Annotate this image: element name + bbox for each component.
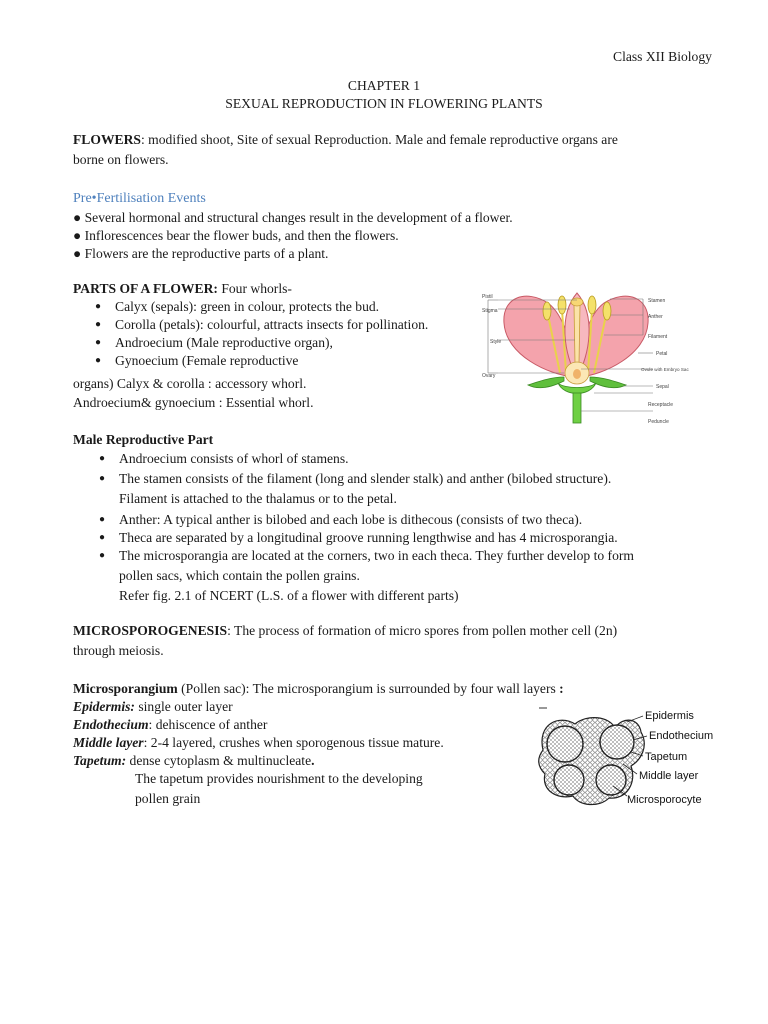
pollen-sac	[554, 765, 584, 795]
list-item: ● Corolla (petals): colourful, attracts insects for pollination.	[95, 317, 429, 332]
label-receptacle: Receptacle	[648, 402, 674, 408]
chapter-title: SEXUAL REPRODUCTION IN FLOWERING PLANTS	[225, 96, 543, 111]
bullet-icon: ●	[99, 473, 106, 484]
class-label: Class XII Biology	[613, 49, 712, 64]
label-microsporocyte: Microsporocyte	[627, 794, 702, 806]
anther-section-diagram	[535, 700, 730, 810]
microsporangium-definition: Microsporangium (Pollen sac): The microsporangium is surrounded by four wall layers :	[73, 681, 564, 696]
list-item: ● Gynoecium (Female reproductive	[95, 353, 299, 368]
pollen-sac	[600, 725, 634, 759]
flowers-definition	[73, 131, 618, 149]
parts-list	[91, 298, 471, 370]
male-heading: Male Reproductive Part	[73, 432, 214, 447]
pre-fertilisation-item: ● Inflorescences bear the flower buds, and then the flowers.	[73, 228, 399, 243]
receptacle	[558, 383, 596, 394]
pollen-sac	[596, 765, 626, 795]
label-petal: Petal	[656, 351, 668, 357]
parts-heading-rest: Four whorls-	[217, 281, 292, 296]
male-list	[95, 450, 715, 605]
flower-diagram	[478, 285, 700, 428]
label-endothecium: Endothecium	[649, 730, 714, 742]
flowers-text: : modified shoot, Site of sexual Reproduction. Male and female reproductive organs are	[140, 132, 618, 147]
microsporogenesis-definition: MICROSPOROGENESIS: The process of formation of micro spores from pollen mother cell (2n)	[73, 623, 618, 638]
label-pistil: Pistil	[482, 294, 493, 300]
wall-layer-middle: Middle layer: 2-4 layered, crushes when sporogenous tissue mature.	[73, 735, 444, 750]
stigma	[571, 298, 583, 306]
label-anther: Anther	[648, 314, 663, 320]
label-ovule: Ovule with Embryo Sac	[641, 367, 689, 372]
bullet-icon: ●	[95, 337, 102, 348]
label-epidermis: Epidermis	[645, 710, 694, 722]
anther	[588, 296, 596, 314]
label-stigma: Stigma	[482, 308, 498, 314]
list-item: ● Anther: A typical anther is bilobed and each lobe is dithecous (consists of two theca).	[99, 512, 583, 527]
list-item: ● Androecium (Male reproductive organ),	[95, 335, 333, 350]
list-item: ● Calyx (sepals): green in colour, protects the bud.	[95, 299, 380, 314]
bullet-icon: ●	[99, 514, 106, 525]
pre-fertilisation-item: ● Several hormonal and structural changes result in the development of a flower.	[73, 210, 513, 225]
ovule	[573, 369, 581, 379]
parts-continuation: organs) Calyx & corolla : accessory whorl.	[73, 376, 307, 391]
microsporogenesis-line2: through meiosis.	[73, 643, 164, 658]
pollen-sac	[547, 726, 583, 762]
label-tapetum: Tapetum	[645, 751, 688, 763]
wall-layer-tapetum: Tapetum: dense cytoplasm & multinucleate.	[73, 753, 315, 768]
parts-continuation: Androecium& gynoecium : Essential whorl.	[73, 395, 314, 410]
label-ovary: Ovary	[482, 373, 496, 379]
label-filament: Filament	[648, 334, 668, 340]
sepal-right	[590, 377, 626, 388]
label-middle-layer: Middle layer	[639, 770, 699, 782]
peduncle	[573, 393, 581, 423]
parts-heading: PARTS OF A FLOWER:	[73, 281, 218, 296]
bullet-icon: ●	[99, 532, 106, 543]
flowers-term: FLOWERS	[73, 132, 141, 147]
pre-fertilisation-heading: Pre•Fertilisation Events	[73, 191, 206, 206]
list-item: ● The microsporangia are located at the corners, two in each theca. They further develop to form pollen sacs, which contain the pollen grains. Refer fig. 2.1 of NCERT (L.S. of a flower with different parts)	[99, 548, 634, 603]
microsporogenesis-term: MICROSPOROGENESIS	[73, 623, 228, 638]
parts-heading-line	[73, 280, 292, 298]
pre-fertilisation-item: ● Flowers are the reproductive parts of a plant.	[73, 246, 329, 261]
label-stamen: Stamen	[648, 298, 666, 304]
sepal-left	[528, 377, 564, 388]
style	[574, 305, 580, 363]
anther	[543, 302, 551, 320]
label-style: Style	[490, 339, 502, 345]
microsporangium-term: Microsporangium	[73, 681, 178, 696]
bullet-icon: ●	[99, 453, 106, 464]
list-item: ● The stamen consists of the filament (long and slender stalk) and anther (bilobed structure). Filament is attached to the thalamus or to the petal.	[99, 471, 612, 506]
tapetum-note: The tapetum provides nourishment to the developing	[135, 771, 423, 786]
tapetum-note-line2: pollen grain	[135, 791, 201, 806]
bullet-icon: ●	[95, 301, 102, 312]
bullet-icon: ●	[99, 550, 106, 561]
flowers-text-line2: borne on flowers.	[73, 152, 169, 167]
wall-layer-epidermis: Epidermis: single outer layer	[73, 699, 233, 714]
bullet-icon: ●	[95, 319, 102, 330]
wall-layer-endothecium: Endothecium: dehiscence of anther	[73, 717, 268, 732]
anther	[558, 296, 566, 314]
label-peduncle: Peduncle	[648, 419, 669, 425]
list-item: ● Androecium consists of whorl of stamens.	[99, 451, 349, 466]
chapter-number: CHAPTER 1	[347, 78, 421, 93]
label-sepal: Sepal	[656, 384, 669, 390]
list-item: ● Theca are separated by a longitudinal groove running lengthwise and has 4 microsporangia.	[99, 530, 618, 545]
anther	[603, 302, 611, 320]
bullet-icon: ●	[95, 355, 102, 366]
